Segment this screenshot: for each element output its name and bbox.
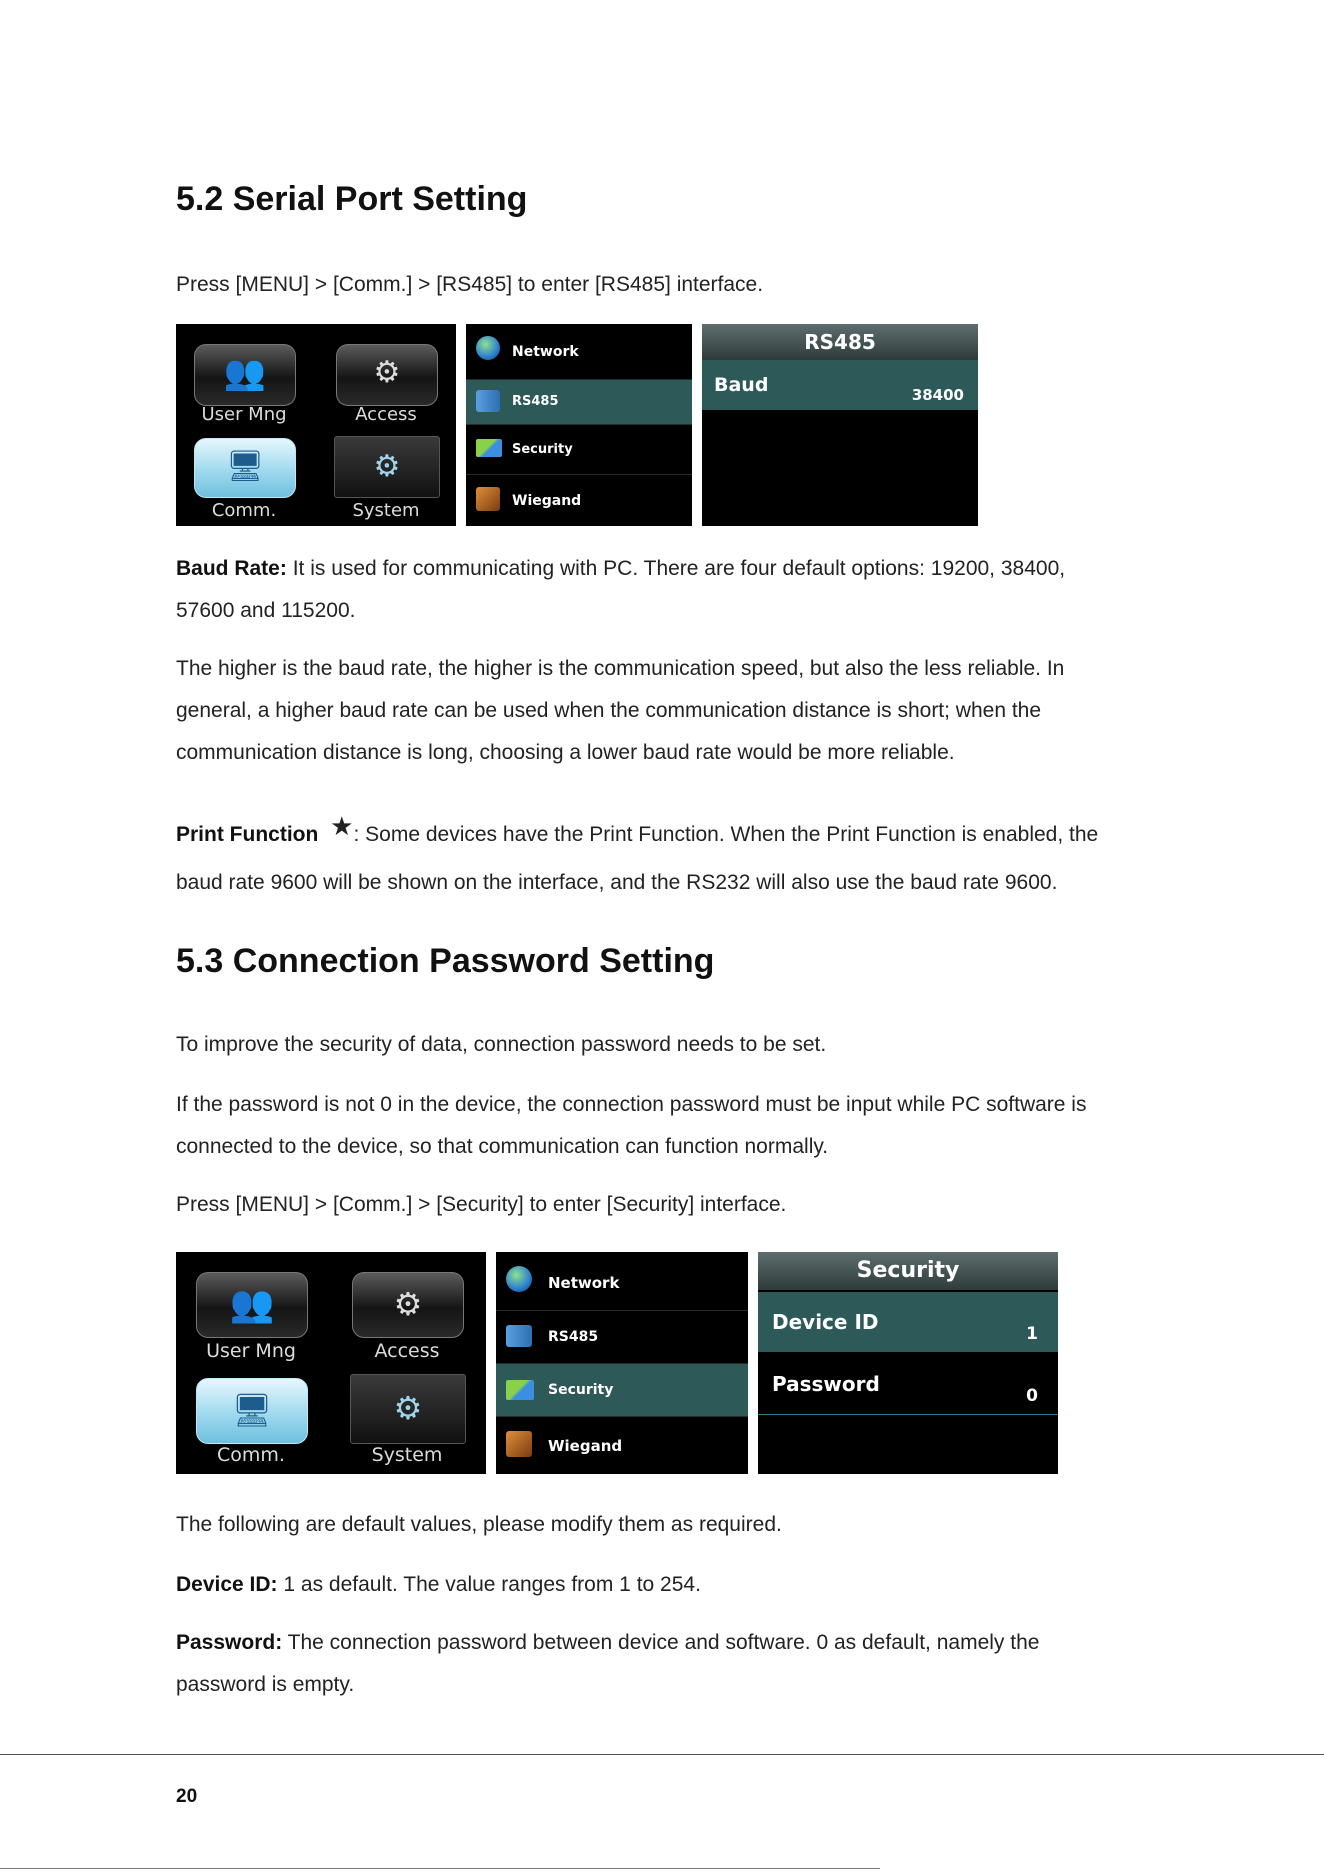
comm-tile-2: [196, 1378, 308, 1444]
menu-label-network: Network: [512, 344, 579, 360]
menu-label-security-2: Security: [548, 1382, 614, 1398]
main-menu-screenshot-2: [176, 1252, 486, 1474]
menu-row-wiegand-2: [496, 1417, 748, 1474]
menu-label-security: Security: [512, 442, 573, 457]
comm-tile: [194, 438, 296, 498]
baud-rate-text-1: It is used for communicating with PC. There are four default options: 19200, 38400,: [286, 557, 1066, 580]
globe-icon: [476, 336, 500, 360]
door-lock-icon-2: ⚙: [393, 1286, 423, 1322]
password-note-line-2: connected to the device, so that communication can function normally.: [176, 1135, 829, 1158]
user-mng-label-2: User Mng: [206, 1340, 296, 1362]
password-text-2: password is empty.: [176, 1673, 355, 1696]
bottom-edge-line: [0, 1868, 880, 1869]
device-id-paragraph: [176, 1564, 1156, 1606]
print-function-paragraph: [176, 808, 1156, 907]
user-mng-label: User Mng: [201, 404, 287, 425]
baud-label: Baud: [714, 374, 769, 396]
star-icon: ★: [330, 811, 354, 841]
wiegand-icon: [476, 487, 500, 511]
device-id-label: Device ID: [772, 1310, 879, 1334]
baud-rate-label: Baud Rate:: [176, 557, 287, 580]
menu-row-network: [466, 324, 692, 380]
rs485-title: RS485: [702, 324, 978, 360]
system-tile-2: [350, 1374, 466, 1444]
menu-label-wiegand: Wiegand: [512, 493, 582, 509]
system-gear-icon-2: ⚙: [393, 1390, 423, 1426]
menu-label-rs485-2: RS485: [548, 1329, 599, 1345]
comm-label: Comm.: [211, 500, 277, 521]
user-mng-tile-2: [196, 1272, 308, 1338]
access-label-2: Access: [374, 1340, 440, 1362]
password-label: Password: [772, 1372, 880, 1396]
device-id-text: 1 as default. The value ranges from 1 to 254.: [277, 1573, 701, 1596]
password-value: 0: [1026, 1386, 1038, 1406]
menu-row-wiegand: [466, 475, 692, 526]
security-menu-path-text: Press [MENU] > [Comm.] > [Security] to enter [Security] interface.: [176, 1193, 787, 1216]
footer-divider: [0, 1754, 1324, 1755]
users-icon-2: 👥: [229, 1283, 275, 1324]
globe-icon-2: [506, 1266, 532, 1292]
rs485-intro-text: Press [MENU] > [Comm.] > [RS485] to enter [RS485] interface.: [176, 273, 764, 296]
menu-row-security: [466, 425, 692, 475]
user-mng-tile: [194, 344, 296, 406]
menu-row-rs485: [466, 380, 692, 425]
access-tile-2: [352, 1272, 464, 1338]
password-note-line-1: If the password is not 0 in the device, the connection password must be input while PC software is: [176, 1093, 1087, 1116]
password-text-1: The connection password between device and software. 0 as default, namely the: [282, 1631, 1040, 1654]
menu-label-rs485: RS485: [512, 394, 559, 409]
computer-satellite-icon-2: 🖥: [231, 1392, 273, 1428]
default-values-text: The following are default values, please modify them as required.: [176, 1513, 782, 1536]
print-function-text-1: : Some devices have the Print Function. When the Print Function is enabled, the: [353, 823, 1099, 846]
security-screenshot: [758, 1252, 1058, 1474]
baud-value: 38400: [911, 386, 964, 404]
users-icon: 👥: [223, 354, 267, 392]
computer-satellite-icon: 🖥: [225, 450, 265, 483]
security-arrows-icon-2: [506, 1380, 534, 1400]
menu-label-wiegand-2: Wiegand: [548, 1437, 623, 1455]
higher-line-2: general, a higher baud rate can be used when the communication distance is short; when the: [176, 699, 1042, 722]
higher-line-1: The higher is the baud rate, the higher is the communication speed, but also the less reliable. In: [176, 657, 1065, 680]
baud-rate-paragraph: [176, 548, 1156, 632]
menu-row-security-2: [496, 1364, 748, 1417]
menu-label-network-2: Network: [548, 1274, 620, 1292]
security-intro-paragraph: To improve the security of data, connection password needs to be set.: [176, 1033, 827, 1056]
higher-line-3: communication distance is long, choosing a lower baud rate would be more reliable.: [176, 741, 955, 764]
comm-submenu-screenshot: [466, 324, 692, 526]
password-paragraph: [176, 1622, 1156, 1706]
device-id-bold-label: Device ID:: [176, 1573, 278, 1596]
system-tile: [334, 436, 440, 498]
section-heading-5-3: 5.3 Connection Password Setting: [176, 942, 715, 980]
higher-baud-paragraph: [176, 648, 1156, 774]
password-note-paragraph: [176, 1084, 1156, 1168]
system-gear-icon: ⚙: [373, 450, 401, 483]
rs485-port-icon: [476, 390, 500, 412]
system-label: System: [352, 500, 420, 521]
rs485-port-icon-2: [506, 1325, 532, 1347]
security-title: Security: [758, 1252, 1058, 1290]
page-number: 20: [176, 1786, 198, 1807]
menu-row-rs485-2: [496, 1311, 748, 1364]
print-function-label: Print Function: [176, 823, 319, 846]
baud-rate-text-2: 57600 and 115200.: [176, 599, 356, 622]
password-row: [758, 1354, 1058, 1415]
section-heading-5-2: 5.2 Serial Port Setting: [176, 180, 528, 218]
device-id-row: [758, 1292, 1058, 1352]
access-label: Access: [355, 404, 417, 425]
print-function-text-2: baud rate 9600 will be shown on the interface, and the RS232 will also use the baud rate 9600.: [176, 871, 1058, 894]
comm-submenu-screenshot-2: [496, 1252, 748, 1474]
security-arrows-icon: [476, 439, 502, 457]
menu-row-network-2: [496, 1252, 748, 1311]
password-bold-label: Password:: [176, 1631, 283, 1654]
wiegand-icon-2: [506, 1431, 532, 1457]
device-id-value: 1: [1026, 1324, 1038, 1344]
door-lock-icon: ⚙: [373, 356, 401, 389]
main-menu-screenshot: [176, 324, 456, 526]
rs485-screenshot: [702, 324, 978, 526]
baud-row: [702, 360, 978, 410]
comm-label-2: Comm.: [217, 1444, 285, 1466]
system-label-2: System: [371, 1444, 443, 1466]
access-tile: [336, 344, 438, 406]
